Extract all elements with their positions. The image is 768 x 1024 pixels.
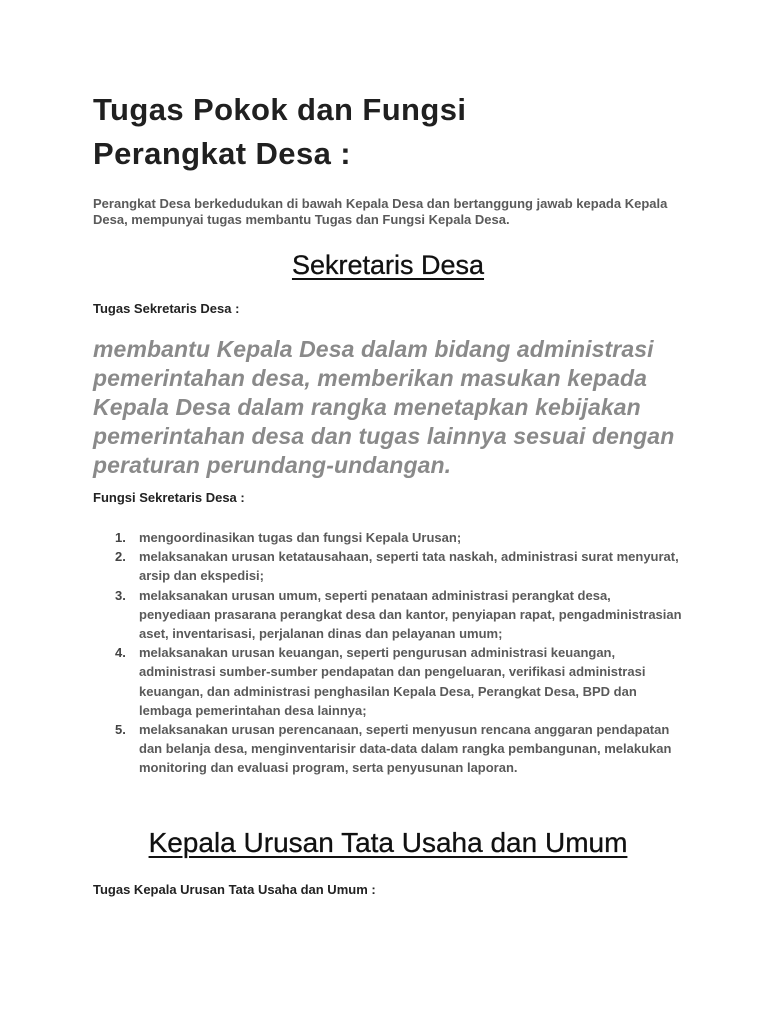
document-title [93,88,683,176]
tugas-sekretaris-label: Tugas Sekretaris Desa : [93,301,240,316]
list-item-text: melaksanakan urusan ketatausahaan, seperti tata naskah, administrasi surat menyurat, arsip dan ekspedisi; [139,549,679,584]
fungsi-sekretaris-list [93,528,683,778]
title-line-2: Perangkat Desa : [93,136,351,171]
section-heading-kaur-tata-usaha: Kepala Urusan Tata Usaha dan Umum [148,826,628,858]
list-item [93,528,683,547]
list-item-number: 1. [115,530,126,545]
list-item-text: melaksanakan urusan perencanaan, seperti menyusun rencana anggaran pendapatan dan belanja desa, menginventarisir data-data dalam rangka pembangunan, melakukan monitoring dan evaluasi program, serta penyusunan laporan. [139,722,672,776]
list-item [93,643,683,720]
list-item-text: mengoordinasikan tugas dan fungsi Kepala Urusan; [139,530,462,545]
list-item [93,720,683,778]
list-item [93,547,683,585]
fungsi-sekretaris-label: Fungsi Sekretaris Desa : [93,490,245,505]
list-item-number: 2. [115,549,126,565]
list-item-number: 4. [115,645,126,661]
list-item [93,586,683,644]
list-item-text: melaksanakan urusan umum, seperti penataan administrasi perangkat desa, penyediaan prasarana perangkat desa dan kantor, penyiapan rapat, pengadministrasian aset, inventarisasi, perjalanan dinas dan pelayanan umum; [139,587,682,642]
section-heading-sekretaris: Sekretaris Desa [291,250,485,280]
list-item-number: 5. [115,722,126,738]
title-line-1: Tugas Pokok dan Fungsi [93,92,467,127]
tugas-kaur-label: Tugas Kepala Urusan Tata Usaha dan Umum : [93,881,376,897]
tugas-sekretaris-text: membantu Kepala Desa dalam bidang administrasi pemerintahan desa, memberikan masukan kepada Kepala Desa dalam rangka menetapkan kebijakan pemerintahan desa dan tugas lainnya sesuai dengan peraturan perundang-undangan. [93,336,675,478]
intro-paragraph: Perangkat Desa berkedudukan di bawah Kepala Desa dan bertanggung jawab kepada Kepala Desa, mempunyai tugas membantu Tugas dan Fungsi Kepala Desa. [93,196,668,227]
document-page [93,88,683,898]
list-item-text: melaksanakan urusan keuangan, seperti pengurusan administrasi keuangan, administrasi sumber-sumber pendapatan dan pengeluaran, verifikasi administrasi keuangan, dan administrasi penghasilan Kepala Desa, Perangkat Desa, BPD dan lembaga pemerintahan desa lainnya; [139,645,646,718]
list-item-number: 3. [115,587,126,603]
